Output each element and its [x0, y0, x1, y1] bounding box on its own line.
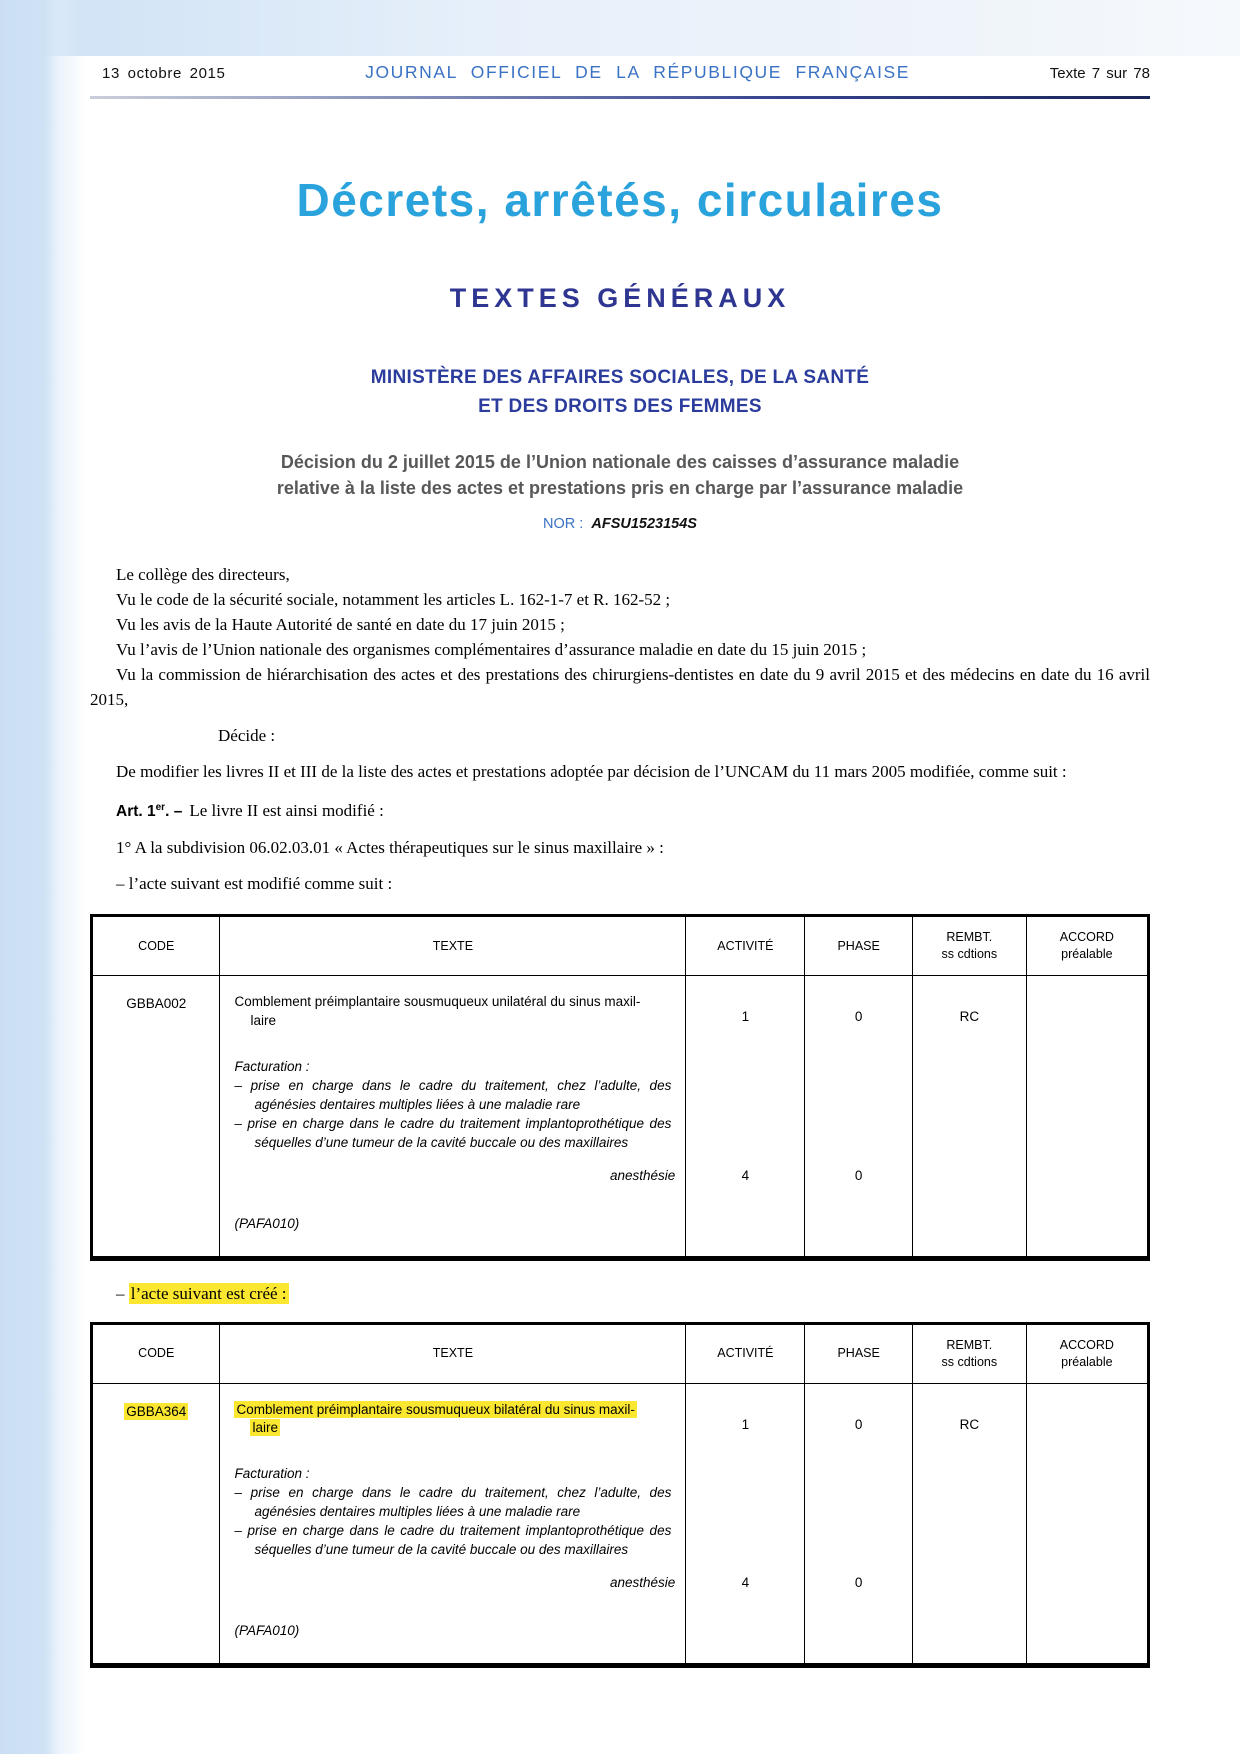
table-row: [93, 1384, 1147, 1560]
paragraph: Vu l’avis de l’Union nationale des organismes complémentaires d’assurance maladie en date du 15 juin 2015 ;: [116, 640, 867, 660]
paragraph: Vu la commission de hiérarchisation des actes et des prestations des chirurgiens-dentistes en date du 9 avril 2015 et des médecins en date du 16 avril 2015,: [90, 665, 1150, 710]
col-header-rembt: REMBT. ss cdtions: [912, 917, 1026, 975]
ministry-heading: [90, 364, 1150, 421]
col-header-rembt: REMBT. ss cdtions: [912, 1325, 1026, 1383]
col-header-texte: TEXTE: [219, 917, 685, 975]
facturation-item: – prise en charge dans le cadre du traitement, chez l’adulte, des agénésies dentaires multiples liées à une maladie rare: [234, 1485, 672, 1520]
facturation-item: – prise en charge dans le cadre du traitement implantoprothétique des séquelles d’une tumeur de la cavité buccale ou des maxillaires: [234, 1523, 672, 1557]
col-header-code: CODE: [138, 1346, 175, 1361]
ministry-line2: ET DES DROITS DES FEMMES: [478, 395, 762, 417]
act-title-line2: laire: [252, 1420, 278, 1436]
act-code: GBBA002: [126, 996, 187, 1012]
anesthesie-activite: 4: [685, 1153, 804, 1201]
decision-line1: Décision du 2 juillet 2015 de l’Union nationale des caisses d’assurance maladie: [280, 452, 960, 472]
col-header-phase: PHASE: [804, 917, 912, 975]
decide-line: Décide :: [218, 726, 276, 746]
anesthesie-phase: 0: [804, 1560, 912, 1608]
ministry-line1: MINISTÈRE DES AFFAIRES SOCIALES, DE LA SANTÉ: [370, 367, 870, 388]
paragraph: Le collège des directeurs,: [116, 565, 290, 585]
accord-value: [1026, 976, 1147, 1152]
act-title-line1: Comblement préimplantaire sousmuqueux unilatéral du sinus maxil-: [234, 994, 641, 1010]
page-left-gradient: [0, 0, 85, 1754]
acts-table-modified: [90, 914, 1150, 1260]
article-label: Art. 1er. –: [116, 802, 183, 821]
col-header-phase: PHASE: [804, 1325, 912, 1383]
article-1-line: [90, 795, 1150, 824]
article-text: Le livre II est ainsi modifié :: [189, 801, 384, 821]
facturation-item: – prise en charge dans le cadre du traitement, chez l’adulte, des agénésies dentaires multiples liées à une maladie rare: [234, 1078, 672, 1112]
col-header-activite: ACTIVITÉ: [685, 1325, 804, 1383]
paragraph: Vu les avis de la Haute Autorité de santé en date du 17 juin 2015 ;: [116, 615, 565, 635]
act-text-cell: [219, 976, 685, 1152]
decision-line2: relative à la liste des actes et prestations pris en charge par l’assurance maladie: [276, 478, 964, 499]
col-header-code: CODE: [138, 938, 175, 953]
anesthesie-phase: 0: [804, 1153, 912, 1201]
running-head: [90, 62, 1150, 83]
decision-heading: [90, 449, 1150, 501]
anesthesie-subrow: [93, 1153, 1147, 1201]
paragraph: De modifier les livres II et III de la liste des actes et prestations adoptée par décision de l’UNCAM du 11 mars 2005 modifiée, comme suit :: [116, 762, 1067, 782]
issue-date: 13 octobre 2015: [102, 65, 226, 82]
col-header-texte: TEXTE: [219, 1325, 685, 1383]
intro-created-line: [90, 1281, 1150, 1306]
pafa-subrow: [93, 1608, 1147, 1663]
section-title: TEXTES GÉNÉRAUX: [449, 283, 791, 313]
paragraph: Vu le code de la sécurité sociale, notamment les articles L. 162-1-7 et R. 162-52 ;: [116, 590, 671, 610]
nor-label: NOR :: [543, 516, 584, 533]
page-title: Décrets, arrêtés, circulaires: [296, 174, 944, 226]
col-header-activite: ACTIVITÉ: [685, 917, 804, 975]
journal-title: JOURNAL OFFICIEL DE LA RÉPUBLIQUE FRANÇAISE: [365, 62, 911, 82]
activite-value: 1: [685, 1384, 804, 1560]
phase-value: 0: [804, 1384, 912, 1560]
col-header-accord: ACCORD préalable: [1026, 917, 1147, 975]
phase-value: 0: [804, 976, 912, 1152]
rembt-value: RC: [912, 1384, 1026, 1560]
nor-line: [90, 516, 1150, 532]
subdivision-line: 1° A la subdivision 06.02.03.01 « Actes thérapeutiques sur le sinus maxillaire » :: [116, 838, 664, 858]
facturation-item: – prise en charge dans le cadre du traitement implantoprothétique des séquelles d’une tumeur de la cavité buccale ou des maxillaires: [234, 1115, 672, 1150]
rembt-value: RC: [912, 976, 1026, 1152]
intro-created-text: l’acte suivant est créé :: [130, 1283, 287, 1303]
text-reference: Texte 7 sur 78: [1049, 65, 1150, 82]
anesthesie-label: anesthésie: [219, 1153, 685, 1201]
anesthesie-label: anesthésie: [219, 1560, 685, 1608]
anesthesie-subrow: [93, 1560, 1147, 1608]
pafa-code: (PAFA010): [219, 1608, 685, 1663]
facturation-block: [234, 1058, 671, 1152]
anesthesie-activite: 4: [685, 1560, 804, 1608]
intro-created-block: [90, 1281, 1150, 1306]
page-content: [90, 0, 1150, 1668]
intro-modified-line: [90, 871, 1150, 896]
accord-value: [1026, 1384, 1147, 1560]
table-header-row: [93, 917, 1147, 976]
facturation-label: Facturation :: [234, 1466, 310, 1482]
pafa-code: (PAFA010): [219, 1201, 685, 1256]
act-title-line1: Comblement préimplantaire sousmuqueux bilatéral du sinus maxil-: [236, 1401, 635, 1417]
intro-modified-text: l’acte suivant est modifié comme suit :: [128, 874, 393, 894]
facturation-block: [234, 1465, 671, 1559]
dash: –: [116, 874, 125, 894]
nor-value: AFSU1523154S: [591, 516, 697, 533]
decision-body: [90, 562, 1150, 896]
table-header-row: [93, 1325, 1147, 1384]
activite-value: 1: [685, 976, 804, 1152]
pafa-subrow: [93, 1201, 1147, 1256]
header-rule: [90, 96, 1150, 99]
dash: –: [116, 1283, 125, 1303]
acts-table-created: [90, 1322, 1150, 1668]
table-row: [93, 976, 1147, 1152]
act-text-cell: [219, 1384, 685, 1560]
facturation-label: Facturation :: [234, 1059, 310, 1075]
col-header-accord: ACCORD préalable: [1026, 1325, 1147, 1383]
act-title-line2: laire: [250, 1013, 276, 1029]
act-code: GBBA364: [126, 1403, 187, 1419]
